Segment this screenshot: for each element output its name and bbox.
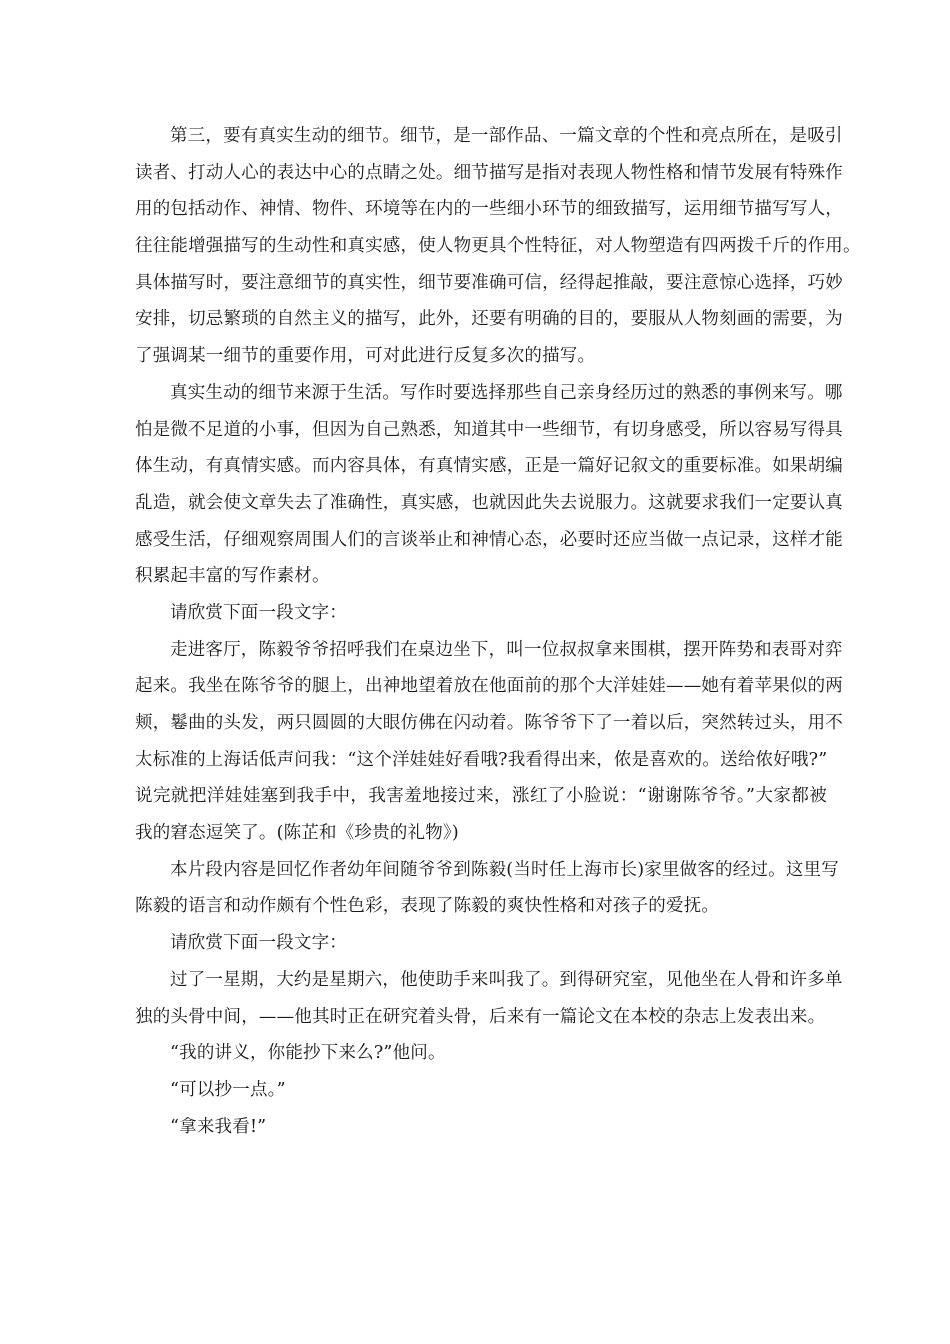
- paragraph-dialogue-2: [135, 1072, 827, 1109]
- paragraph-commentary: [135, 852, 839, 925]
- paragraph-dialogue-3: [135, 1109, 827, 1146]
- paragraph-excerpt-lab: [135, 962, 843, 1035]
- text-line: 颊，鬈曲的头发，两只圆圆的大眼仿佛在闪动着。陈爷爷下了一着以后，突然转过头，用不: [135, 713, 843, 733]
- text-line: 本片段内容是回忆作者幼年间随爷爷到陈毅(当时任上海市长)家里做客的经过。这里写: [170, 859, 839, 880]
- paragraph-detail-requirement: [135, 118, 861, 375]
- text-line: 真实生动的细节来源于生活。写作时要选择那些自己亲身经历过的熟悉的事例来写。哪: [170, 382, 843, 403]
- text-line: 往往能增强描写的生动性和真实感，使人物更具个性特征，对人物塑造有四两拨千斤的作用。: [135, 236, 861, 257]
- text-line: 积累起丰富的写作素材。: [135, 566, 330, 587]
- text-line: “可以抄一点。”: [170, 1079, 286, 1100]
- paragraph-dialogue-1: [135, 1035, 827, 1072]
- text-line: 请欣赏下面一段文字：: [170, 933, 347, 954]
- text-line: 感受生活，仔细观察周围人们的言谈举止和神情心态，必要时还应当做一点记录，这样才能: [135, 529, 843, 550]
- text-line: 说完就把洋娃娃塞到我手中，我害羞地接过来，涨红了小脸说：“谢谢陈爷爷。”大家都被: [135, 786, 827, 807]
- text-line: 用的包括动作、神情、物件、环境等在内的一些细小环节的细致描写，运用细节描写写人，: [135, 199, 843, 220]
- paragraph-prompt-1: [135, 595, 827, 632]
- text-line: 读者、打动人心的表达中心的点睛之处。细节描写是指对表现人物性格和情节发展有特殊作: [135, 162, 843, 183]
- text-line: 安排，切忌繁琐的自然主义的描写，此外，还要有明确的目的，要服从人物刻画的需要，为: [135, 309, 843, 330]
- paragraph-excerpt-chenyi: [135, 632, 843, 852]
- text-line: 我的窘态逗笑了。(陈芷和《珍贵的礼物》): [135, 823, 459, 844]
- document-page: [135, 118, 861, 1145]
- text-line: 独的头骨中间，——他其时正在研究着头骨，后来有一篇论文在本校的杂志上发表出来。: [135, 1006, 826, 1027]
- text-line: 了强调某一细节的重要作用，可对此进行反复多次的描写。: [135, 346, 596, 367]
- paragraph-prompt-2: [135, 925, 827, 962]
- text-line: “我的讲义，你能抄下来么?”他问。: [170, 1043, 446, 1064]
- text-line: 体生动，有真情实感。而内容具体，有真情实感，正是一篇好记叙文的重要标准。如果胡编: [135, 456, 843, 477]
- text-line: 太标准的上海话低声问我：“这个洋娃娃好看哦?我看得出来，侬是喜欢的。送给侬好哦?”: [135, 749, 828, 770]
- text-line: 起来。我坐在陈爷爷的腿上，出神地望着放在他面前的那个大洋娃娃——她有着苹果似的两: [135, 676, 843, 697]
- text-line: 陈毅的语言和动作颇有个性色彩，表现了陈毅的爽快性格和对孩子的爱抚。: [135, 896, 720, 917]
- text-line: 走进客厅，陈毅爷爷招呼我们在桌边坐下，叫一位叔叔拿来围棋，摆开阵势和表哥对弈: [170, 639, 843, 660]
- text-line: 怕是微不足道的小事，但因为自己熟悉，知道其中一些细节，有切身感受，所以容易写得具: [135, 419, 843, 440]
- text-line: 请欣赏下面一段文字：: [170, 602, 347, 623]
- paragraph-detail-source: [135, 375, 843, 595]
- text-line: “拿来我看!”: [170, 1116, 267, 1137]
- text-line: 乱造，就会使文章失去了准确性，真实感，也就因此失去说服力。这就要求我们一定要认真: [135, 492, 843, 513]
- text-line: 具体描写时，要注意细节的真实性，细节要准确可信，经得起推敲，要注意惊心选择，巧妙: [135, 272, 843, 293]
- text-line: 过了一星期，大约是星期六，他使助手来叫我了。到得研究室，见他坐在人骨和许多单: [170, 969, 843, 990]
- text-line: 第三，要有真实生动的细节。细节，是一部作品、一篇文章的个性和亮点所在，是吸引: [170, 126, 843, 146]
